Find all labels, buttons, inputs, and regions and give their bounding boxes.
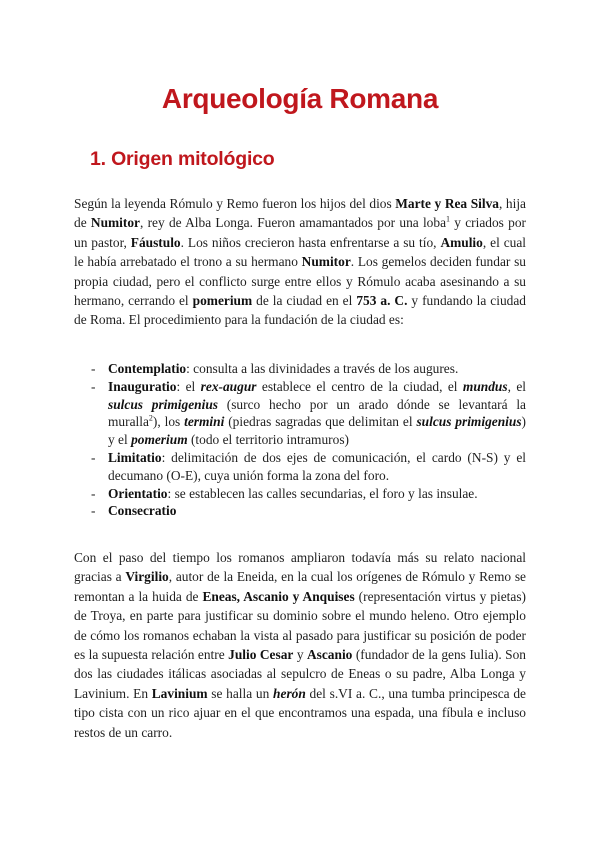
text-span: (piedras sagradas que delimitan el [224,414,417,430]
bold-italic-term: termini [184,414,225,430]
text-span: : consulta a las divinidades a través de los augures. [186,361,459,376]
list-item-consecratio [74,502,526,520]
text-span: : se establecen las calles secundarias, el foro y las insulae. [167,485,478,501]
bold-term: Numitor [301,254,351,270]
bold-term: Virgilio [125,569,169,585]
paragraph-virgilio [74,548,526,742]
list-item-limitatio [74,449,526,485]
text-span: ), los [152,414,185,430]
text-span: (surco hecho por un arado dónde se levantará la muralla [108,396,526,430]
text-span: : el [176,378,201,394]
bold-term: pomerium [192,293,253,309]
bold-term: Contemplatio [108,361,187,376]
bold-italic-term: sulcus primigenius [108,396,218,412]
text-span: Según la leyenda Rómulo y Remo fueron los hijos del dios [74,196,396,211]
text-span: , hija de [74,196,526,231]
list-bullet: - [91,485,96,501]
bold-term: Orientatio [108,485,168,501]
bold-term: Numitor [90,215,140,231]
bold-term: 753 a. C. [356,293,408,309]
list-bullet: - [91,449,96,465]
text-span: se halla un [207,685,274,701]
bold-italic-term: rex-augur [200,378,257,394]
text-span: , autor de la Eneida, en la cual los orígenes de Rómulo y Remo se remontan a la huida de [74,569,526,604]
bold-term: Julio Cesar [228,647,294,663]
footnote-ref-2[interactable]: 2 [148,413,153,423]
bold-italic-term: herón [273,685,306,701]
bold-term: Fáustulo [130,234,181,250]
text-span: : delimitación de dos ejes de comunicación, el cardo (N-S) y el decumano (O-E), cuya unión forma la zona del foro. [108,449,526,483]
text-span: (fundador de la gens Iulia). Son dos las ciudades itálicas asociadas al sepulcro de Eneas o su padre, Alba Longa y Lavinium. En [74,647,526,701]
text-span: , el cual le había arrebatado el trono a su hermano [74,234,527,270]
text-span: y criados por un pastor, [74,215,526,250]
text-span: (todo el territorio intramuros) [187,432,349,448]
list-bullet: - [91,361,96,376]
text-span: Con el paso del tiempo los romanos ampliaron todavía más su relato nacional gracias a [74,550,526,585]
text-span: . Los niños crecieron hasta enfrentarse a su tío, [180,234,441,250]
text-span: y [293,647,307,663]
list-bullet: - [91,503,96,519]
section-heading-origen: 1. Origen mitológico [90,148,275,170]
document-title: Arqueología Romana [161,83,439,114]
text-span: (representación virtus y pietas) de Troya, en parte para justificar su dominio sobre el mundo heleno. Otro ejemplo de cómo los romanos echaban la vista al pasado para justificar su posición de poder es la supuesta relación entre [74,588,526,663]
text-span: , el [507,378,526,394]
text-span: del s.VI a. C., una tumba principesca de tipo cista con un rico ajuar en el que encontramos una espada, una fíbula e incluso restos de un carro. [74,685,526,740]
paragraph-leyenda [74,194,526,330]
bold-term: Amulio [440,234,483,250]
text-span: . Los gemelos deciden fundar su propia ciudad, pero el conflicto surge entre ellos y Rómulo acaba asesinando a su hermano, cerrando el [74,254,526,309]
bold-term: Lavinium [151,685,208,701]
bold-italic-term: sulcus primigenius [416,414,522,430]
bold-term: Eneas, Ascanio y Anquises [202,588,355,604]
text-span: establece el centro de la ciudad, el [256,378,463,394]
text-span: de la ciudad en el [252,293,357,309]
list-item-contemplatio [74,360,526,378]
footnote-ref-1[interactable]: 1 [446,214,451,224]
list-item-inauguratio [74,378,526,449]
list-bullet: - [91,378,96,394]
bold-term: Limitatio [108,449,162,465]
bold-term: Consecratio [108,503,177,519]
text-span: , rey de Alba Longa. Fueron amamantados por una loba [140,215,447,231]
text-span: ) y el [108,414,526,448]
bold-term: Inauguratio [108,378,177,394]
fundacion-steps-list [74,360,526,520]
text-span: y fundando la ciudad de Roma. El procedimiento para la fundación de la ciudad es: [74,293,526,328]
bold-italic-term: pomerium [131,432,188,448]
list-item-orientatio [74,485,526,503]
bold-term: Ascanio [306,647,353,663]
bold-italic-term: mundus [462,378,508,394]
bold-term: Marte y Rea Silva [395,196,499,211]
